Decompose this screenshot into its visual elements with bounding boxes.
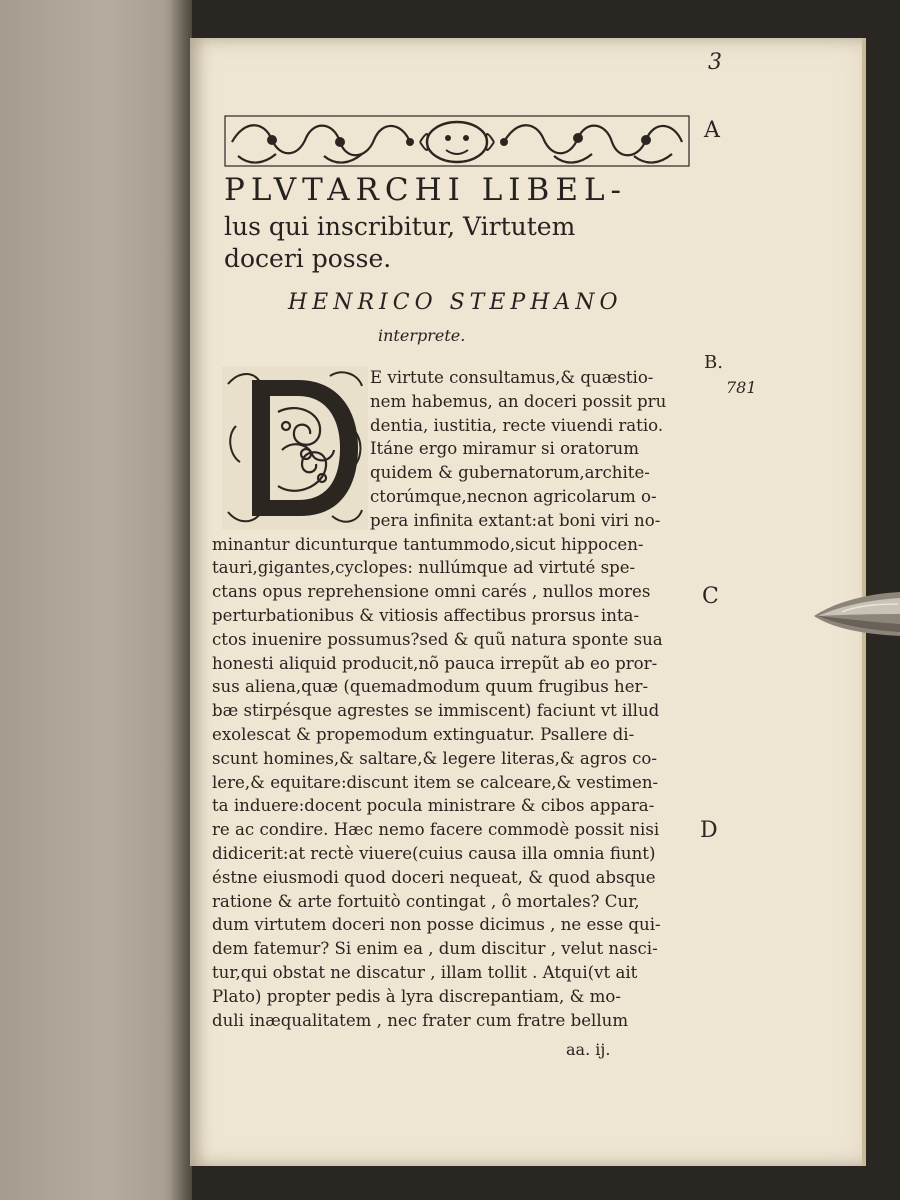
text-line: honesti aliquid producit,nõ pauca irrepũt ab eo pror- <box>212 653 658 673</box>
catchword: aa. ij. <box>566 1040 611 1059</box>
text-line: exolescat & propemodum extinguatur. Psallere di- <box>212 724 635 744</box>
metal-pen-nib <box>812 588 900 640</box>
text-line: scunt homines,& saltare,& legere literas,& agros co- <box>212 748 658 768</box>
text-line: quidem & gubernatorum,archite- <box>370 463 650 483</box>
gutter-shadow <box>170 0 192 1200</box>
margin-letter-a: A <box>704 118 720 143</box>
text-line: pera infinita extant:at boni viri no- <box>370 510 661 530</box>
text-line: sus aliena,quæ (quemadmodum quum frugibus her- <box>212 677 649 697</box>
text-line: dum virtutem doceri non posse dicimus , ne esse qui- <box>212 915 661 935</box>
text-line: re ac condire. Hæc nemo facere commodè possit nisi <box>212 820 660 840</box>
title-line-1: PLVTARCHI LIBEL- <box>224 172 628 208</box>
text-line: tur,qui obstat ne discatur , illam tollit . Atqui(vt ait <box>212 962 638 982</box>
text-line: Itáne ergo miramur si oratorum <box>370 439 639 459</box>
text-line: ctos inuenire possumus?sed & quũ natura sponte sua <box>212 629 663 649</box>
text-line: minantur dicunturque tantummodo,sicut hippocen- <box>212 534 644 554</box>
text-line: éstne eiusmodi quod doceri nequeat, & quod absque <box>212 867 656 887</box>
text-line: ratione & arte fortuitò contingat , ô mortales? Cur, <box>212 891 640 911</box>
title-line-3: doceri posse. <box>224 244 392 273</box>
margin-letter-b: B. <box>704 352 723 373</box>
dedication-line: HENRICO STEPHANO <box>288 290 623 315</box>
folio-number: 3 <box>708 50 722 75</box>
text-line: perturbationibus & vitiosis affectibus prorsus inta- <box>212 605 640 625</box>
margin-letter-c: C <box>702 584 719 609</box>
text-line: nem habemus, an doceri possit pru <box>370 391 667 411</box>
decorative-headpiece <box>224 112 690 172</box>
text-line: bæ stirpésque agrestes se immiscent) faciunt vt illud <box>212 701 660 721</box>
text-line: ctans opus reprehensione omni carés , nullos mores <box>212 582 651 602</box>
text-line: lere,& equitare:discunt item se calceare,& vestimen- <box>212 772 659 792</box>
interpreter-line: interprete. <box>378 326 466 345</box>
text-line: duli inæqualitatem , nec frater cum fratre bellum <box>212 1010 629 1030</box>
text-line: didicerit:at rectè viuere(cuius causa illa omnia fiunt) <box>212 843 656 863</box>
left-page <box>0 0 192 1200</box>
main-text-block <box>212 366 712 1032</box>
text-line: ctorúmque,necnon agricolarum o- <box>370 486 657 506</box>
text-line: Plato) propter pedis à lyra discrepantiam, & mo- <box>212 986 621 1006</box>
margin-page-ref: 781 <box>726 378 757 397</box>
text-line: E virtute consultamus,& quæstio- <box>370 368 654 387</box>
title-line-2: lus qui inscribitur, Virtutem <box>224 212 576 241</box>
text-line: dem fatemur? Si enim ea , dum discitur , velut nasci- <box>212 939 658 959</box>
text-line: ta induere:docent pocula ministrare & cibos appara- <box>212 796 655 816</box>
text-line: tauri,gigantes,cyclopes: nullúmque ad virtuté spe- <box>212 558 636 578</box>
margin-letter-d: D <box>700 818 718 843</box>
text-line: dentia, iustitia, recte viuendi ratio. <box>370 415 664 435</box>
